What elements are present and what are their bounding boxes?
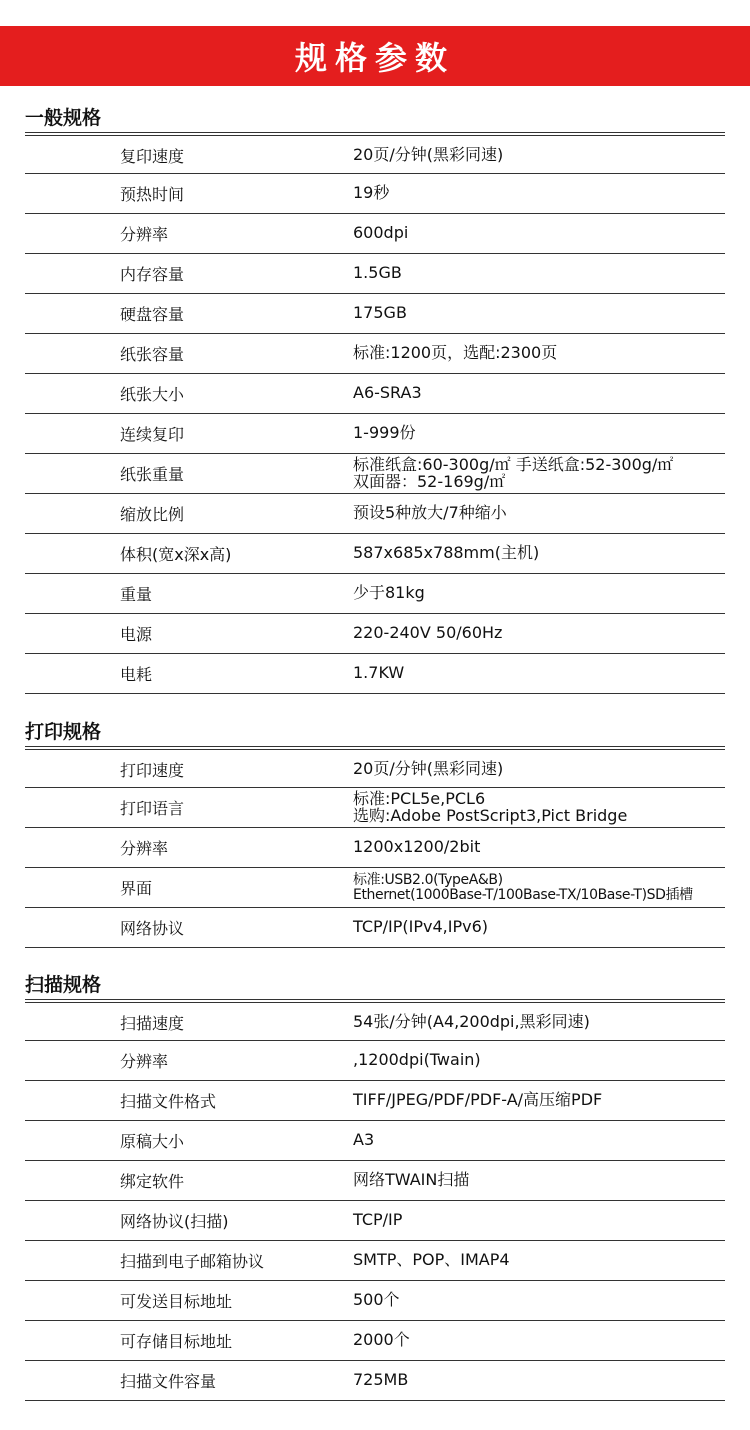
spec-value [353, 1172, 469, 1189]
spec-row [25, 294, 725, 334]
spec-value-line: 标准:USB2.0(TypeA&B) [353, 871, 503, 888]
spec-row [25, 1041, 725, 1081]
spec-table [25, 1004, 725, 1401]
spec-label: 扫描到电子邮箱协议 [120, 1252, 265, 1271]
spec-value [353, 1212, 402, 1229]
spec-value-line: 500个 [353, 1290, 400, 1310]
spec-label: 网络协议 [120, 919, 185, 938]
spec-value [353, 1092, 602, 1109]
spec-row [25, 374, 725, 414]
spec-label: 扫描文件格式 [120, 1092, 217, 1111]
spec-row [25, 1361, 725, 1401]
spec-value-line: 网络TWAIN扫描 [353, 1170, 470, 1190]
spec-label: 预热时间 [120, 185, 185, 204]
spec-row [25, 1241, 725, 1281]
spec-row [25, 254, 725, 294]
spec-value-line: 少于81kg [353, 583, 425, 603]
spec-row [25, 751, 725, 788]
spec-row [25, 334, 725, 374]
spec-label: 扫描速度 [120, 1013, 185, 1033]
spec-label: 电耗 [120, 665, 153, 684]
spec-value-line: 1-999份 [353, 423, 416, 443]
spec-value-line: 175GB [353, 303, 407, 323]
spec-row [25, 1121, 725, 1161]
spec-value [353, 345, 557, 362]
spec-value [353, 919, 488, 936]
spec-value [353, 1372, 408, 1389]
spec-value-line: 标准:PCL5e,PCL6 [353, 788, 486, 808]
spec-value-line: TIFF/JPEG/PDF/PDF-A/高压缩PDF [353, 1090, 603, 1110]
spec-label: 可发送目标地址 [120, 1292, 233, 1311]
spec-value-line: 20页/分钟(黑彩同速) [353, 144, 504, 164]
spec-value [353, 454, 674, 491]
spec-value-line: SMTP、POP、IMAP4 [353, 1250, 510, 1270]
spec-value [353, 425, 416, 442]
spec-value-line: 2000个 [353, 1330, 410, 1350]
spec-row [25, 908, 725, 948]
spec-row [25, 1321, 725, 1361]
spec-label: 电源 [120, 625, 153, 644]
spec-value [353, 265, 402, 282]
spec-value [353, 758, 504, 778]
spec-value-line: 725MB [353, 1370, 409, 1390]
spec-value-line: 双面器：52-169g/㎡ [353, 471, 506, 491]
spec-row [25, 494, 725, 534]
spec-value [353, 788, 628, 825]
spec-label: 绑定软件 [120, 1172, 185, 1191]
spec-row [25, 654, 725, 694]
spec-value-line: 1.7KW [353, 663, 405, 683]
spec-value-line: A3 [353, 1130, 375, 1150]
spec-value-line: A6-SRA3 [353, 383, 422, 403]
spec-label: 缩放比例 [120, 505, 185, 524]
spec-value [353, 625, 502, 642]
spec-value-line: TCP/IP(IPv4,IPv6) [353, 917, 489, 937]
spec-table [25, 751, 725, 948]
spec-row [25, 214, 725, 254]
spec-label: 硬盘容量 [120, 305, 185, 324]
spec-label: 体积(宽x深x高) [120, 545, 232, 564]
spec-value [353, 1132, 374, 1149]
spec-value-line: 标准纸盒:60-300g/㎡ 手送纸盒:52-300g/㎡ [353, 454, 674, 474]
spec-label: 分辨率 [120, 1052, 169, 1071]
spec-row [25, 1281, 725, 1321]
section-header [25, 963, 725, 1000]
spec-label: 网络协议(扫描) [120, 1212, 229, 1231]
section-header [25, 710, 725, 747]
spec-label: 可存储目标地址 [120, 1332, 233, 1351]
spec-value [353, 1052, 481, 1069]
spec-value [353, 1292, 400, 1309]
spec-value-line: TCP/IP [353, 1210, 403, 1230]
section-title: 打印规格 [25, 721, 102, 743]
spec-label: 纸张容量 [120, 345, 185, 364]
spec-label: 连续复印 [120, 425, 185, 444]
spec-value-line: 1200x1200/2bit [353, 837, 481, 857]
spec-value-line: 预设5种放大/7种缩小 [353, 503, 507, 523]
spec-row [25, 534, 725, 574]
spec-value [353, 185, 389, 202]
spec-value-line: 选购:Adobe PostScript3,Pict Bridge [353, 805, 628, 825]
spec-value-line: 19秒 [353, 183, 390, 203]
spec-label: 分辨率 [120, 839, 169, 858]
spec-value-line: 220-240V 50/60Hz [353, 623, 503, 643]
section-title: 扫描规格 [25, 974, 102, 996]
spec-value-line: 20页/分钟(黑彩同速) [353, 758, 504, 778]
spec-value-line: ,1200dpi(Twain) [353, 1050, 481, 1070]
spec-row [25, 788, 725, 828]
spec-value [353, 1332, 410, 1349]
spec-row [25, 174, 725, 214]
section-title: 一般规格 [25, 107, 102, 129]
spec-value [353, 385, 422, 402]
spec-value-line: Ethernet(1000Base-T/100Base-TX/10Base-T)SD插槽 [353, 886, 693, 903]
spec-row [25, 1004, 725, 1041]
spec-value [353, 873, 693, 902]
spec-label: 纸张重量 [120, 465, 185, 484]
spec-row [25, 868, 725, 908]
spec-row [25, 137, 725, 174]
spec-value-line: 1.5GB [353, 263, 402, 283]
spec-value-line: 标准:1200页，选配:2300页 [353, 343, 558, 363]
spec-row [25, 1081, 725, 1121]
spec-row [25, 614, 725, 654]
spec-row [25, 1201, 725, 1241]
spec-row [25, 454, 725, 494]
spec-label: 分辨率 [120, 225, 169, 244]
spec-value [353, 1011, 590, 1031]
spec-value-line: 600dpi [353, 223, 409, 243]
spec-value [353, 225, 408, 242]
spec-value [353, 839, 480, 856]
spec-value [353, 665, 404, 682]
spec-label: 扫描文件容量 [120, 1372, 217, 1391]
spec-value [353, 1252, 510, 1269]
title-banner [0, 26, 750, 86]
section-print-specs [25, 710, 725, 948]
page-title: 规格参数 [294, 39, 455, 77]
spec-label: 打印速度 [120, 760, 185, 780]
spec-label: 复印速度 [120, 146, 185, 166]
spec-value [353, 585, 425, 602]
spec-label: 原稿大小 [120, 1132, 185, 1151]
section-general-specs [25, 96, 725, 694]
spec-value-line: 54张/分钟(A4,200dpi,黑彩同速) [353, 1011, 590, 1031]
spec-label: 重量 [120, 585, 153, 604]
spec-label: 界面 [120, 879, 153, 898]
section-header [25, 96, 725, 133]
spec-value-line: 587x685x788mm(主机) [353, 543, 540, 563]
spec-table [25, 137, 725, 694]
spec-value [353, 545, 539, 562]
spec-label: 打印语言 [120, 799, 185, 818]
spec-label: 纸张大小 [120, 385, 185, 404]
spec-value [353, 144, 504, 164]
section-scan-specs [25, 963, 725, 1401]
spec-row [25, 1161, 725, 1201]
spec-label: 内存容量 [120, 265, 185, 284]
spec-value [353, 505, 507, 522]
spec-row [25, 828, 725, 868]
spec-row [25, 414, 725, 454]
spec-row [25, 574, 725, 614]
spec-value [353, 305, 407, 322]
